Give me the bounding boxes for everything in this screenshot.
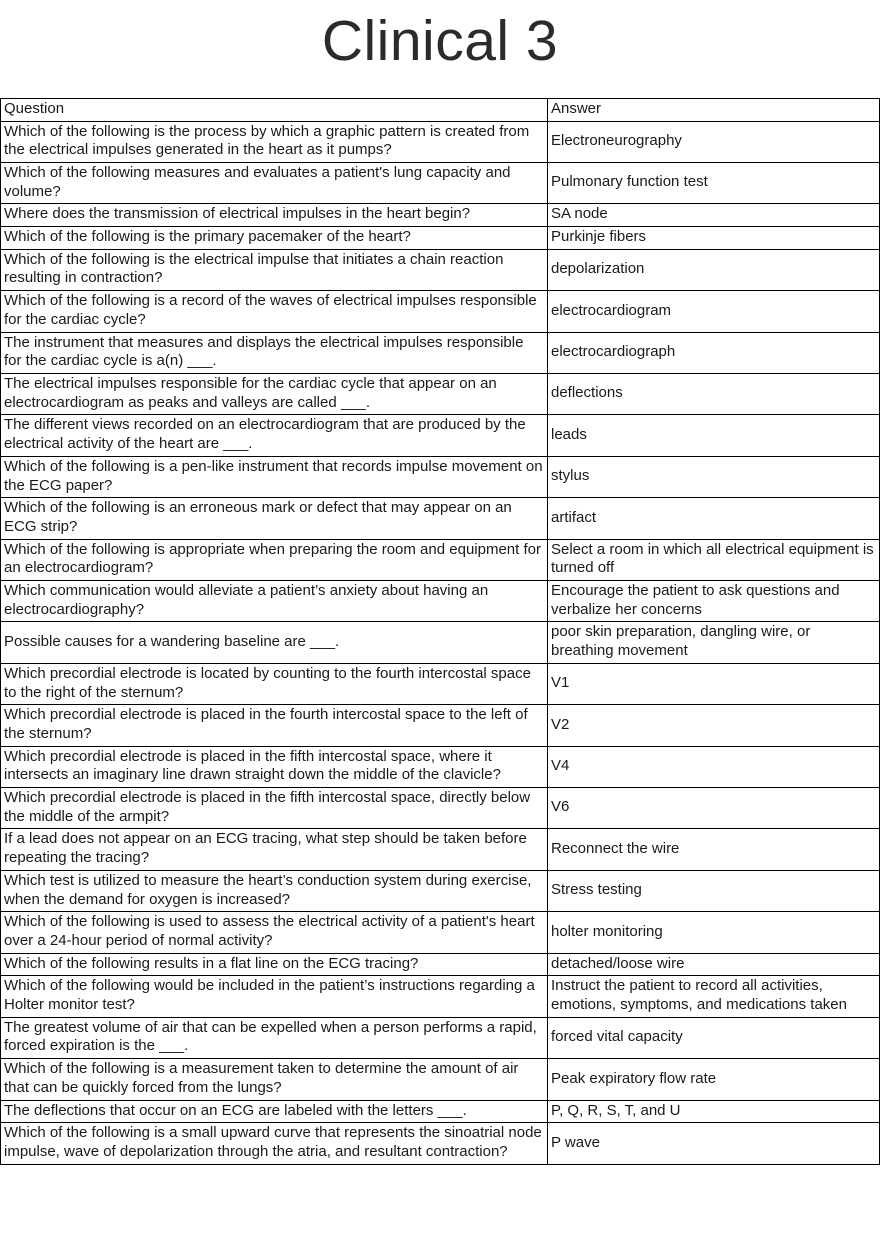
table-row: [1, 415, 880, 456]
question-cell: The instrument that measures and displays the electrical impulses responsible for the cardiac cycle is a(n) ___.: [1, 332, 548, 373]
answer-cell: deflections: [548, 373, 880, 414]
table-row: [1, 912, 880, 953]
table-row: [1, 829, 880, 870]
table-row: [1, 705, 880, 746]
table-row: [1, 663, 880, 704]
qa-table: [0, 98, 880, 1165]
answer-cell: Peak expiratory flow rate: [548, 1059, 880, 1100]
table-row: [1, 953, 880, 976]
question-cell: Where does the transmission of electrical impulses in the heart begin?: [1, 204, 548, 227]
question-cell: Which of the following is the primary pacemaker of the heart?: [1, 227, 548, 250]
answer-cell: Electroneurography: [548, 121, 880, 162]
table-header-row: [1, 98, 880, 121]
answer-cell: depolarization: [548, 249, 880, 290]
question-cell: Which of the following is the process by which a graphic pattern is created from the electrical impulses generated in the heart as it pumps?: [1, 121, 548, 162]
question-cell: The different views recorded on an electrocardiogram that are produced by the electrical activity of the heart are ___.: [1, 415, 548, 456]
page: [0, 9, 880, 1165]
answer-cell: leads: [548, 415, 880, 456]
answer-cell: V2: [548, 705, 880, 746]
answer-cell: poor skin preparation, dangling wire, or breathing movement: [548, 622, 880, 663]
table-row: [1, 332, 880, 373]
question-cell: Which precordial electrode is placed in the fifth intercostal space, directly below the middle of the armpit?: [1, 788, 548, 829]
question-cell: Which of the following would be included in the patient’s instructions regarding a Holter monitor test?: [1, 976, 548, 1017]
question-cell: Which of the following measures and evaluates a patient's lung capacity and volume?: [1, 162, 548, 203]
answer-cell: stylus: [548, 456, 880, 497]
answer-cell: Stress testing: [548, 870, 880, 911]
answer-cell: SA node: [548, 204, 880, 227]
table-row: [1, 373, 880, 414]
table-row: [1, 1123, 880, 1164]
table-row: [1, 249, 880, 290]
table-row: [1, 1100, 880, 1123]
table-row: [1, 870, 880, 911]
question-cell: The greatest volume of air that can be expelled when a person performs a rapid, forced expiration is the ___.: [1, 1017, 548, 1058]
answer-cell: electrocardiograph: [548, 332, 880, 373]
table-row: [1, 121, 880, 162]
table-row: [1, 498, 880, 539]
table-row: [1, 291, 880, 332]
question-cell: The deflections that occur on an ECG are labeled with the letters ___.: [1, 1100, 548, 1123]
answer-cell: V1: [548, 663, 880, 704]
table-row: [1, 456, 880, 497]
question-cell: The electrical impulses responsible for the cardiac cycle that appear on an electrocardiogram as peaks and valleys are called ___.: [1, 373, 548, 414]
qa-table-body: [1, 121, 880, 1164]
question-cell: Which of the following is a record of the waves of electrical impulses responsible for the cardiac cycle?: [1, 291, 548, 332]
page-title: Clinical 3: [321, 9, 559, 73]
question-cell: Which of the following is appropriate when preparing the room and equipment for an electrocardiogram?: [1, 539, 548, 580]
question-cell: Which of the following is a measurement taken to determine the amount of air that can be quickly forced from the lungs?: [1, 1059, 548, 1100]
answer-cell: P, Q, R, S, T, and U: [548, 1100, 880, 1123]
question-cell: Which test is utilized to measure the heart’s conduction system during exercise, when the demand for oxygen is increased?: [1, 870, 548, 911]
question-cell: Which of the following is the electrical impulse that initiates a chain reaction resulting in contraction?: [1, 249, 548, 290]
question-cell: Which of the following results in a flat line on the ECG tracing?: [1, 953, 548, 976]
answer-cell: P wave: [548, 1123, 880, 1164]
answer-cell: V6: [548, 788, 880, 829]
question-cell: Possible causes for a wandering baseline are ___.: [1, 622, 548, 663]
answer-cell: artifact: [548, 498, 880, 539]
table-row: [1, 976, 880, 1017]
question-column-header: Question: [1, 98, 548, 121]
table-row: [1, 204, 880, 227]
answer-cell: Select a room in which all electrical equipment is turned off: [548, 539, 880, 580]
answer-cell: forced vital capacity: [548, 1017, 880, 1058]
table-row: [1, 227, 880, 250]
question-cell: Which communication would alleviate a patient’s anxiety about having an electrocardiography?: [1, 581, 548, 622]
question-cell: Which of the following is used to assess the electrical activity of a patient's heart over a 24-hour period of normal activity?: [1, 912, 548, 953]
table-row: [1, 539, 880, 580]
answer-column-header: Answer: [548, 98, 880, 121]
question-cell: Which precordial electrode is placed in the fifth intercostal space, where it intersects an imaginary line drawn straight down the middle of the clavicle?: [1, 746, 548, 787]
answer-cell: detached/loose wire: [548, 953, 880, 976]
answer-cell: Purkinje fibers: [548, 227, 880, 250]
question-cell: Which precordial electrode is placed in the fourth intercostal space to the left of the sternum?: [1, 705, 548, 746]
table-row: [1, 788, 880, 829]
answer-cell: electrocardiogram: [548, 291, 880, 332]
answer-cell: Encourage the patient to ask questions and verbalize her concerns: [548, 581, 880, 622]
question-cell: Which of the following is a small upward curve that represents the sinoatrial node impulse, wave of depolarization through the atria, and resultant contraction?: [1, 1123, 548, 1164]
question-cell: If a lead does not appear on an ECG tracing, what step should be taken before repeating the tracing?: [1, 829, 548, 870]
table-row: [1, 1017, 880, 1058]
table-row: [1, 622, 880, 663]
table-row: [1, 581, 880, 622]
table-row: [1, 746, 880, 787]
answer-cell: Instruct the patient to record all activities, emotions, symptoms, and medications taken: [548, 976, 880, 1017]
table-row: [1, 1059, 880, 1100]
answer-cell: V4: [548, 746, 880, 787]
question-cell: Which precordial electrode is located by counting to the fourth intercostal space to the right of the sternum?: [1, 663, 548, 704]
table-row: [1, 162, 880, 203]
answer-cell: Reconnect the wire: [548, 829, 880, 870]
answer-cell: holter monitoring: [548, 912, 880, 953]
question-cell: Which of the following is an erroneous mark or defect that may appear on an ECG strip?: [1, 498, 548, 539]
answer-cell: Pulmonary function test: [548, 162, 880, 203]
question-cell: Which of the following is a pen-like instrument that records impulse movement on the ECG paper?: [1, 456, 548, 497]
